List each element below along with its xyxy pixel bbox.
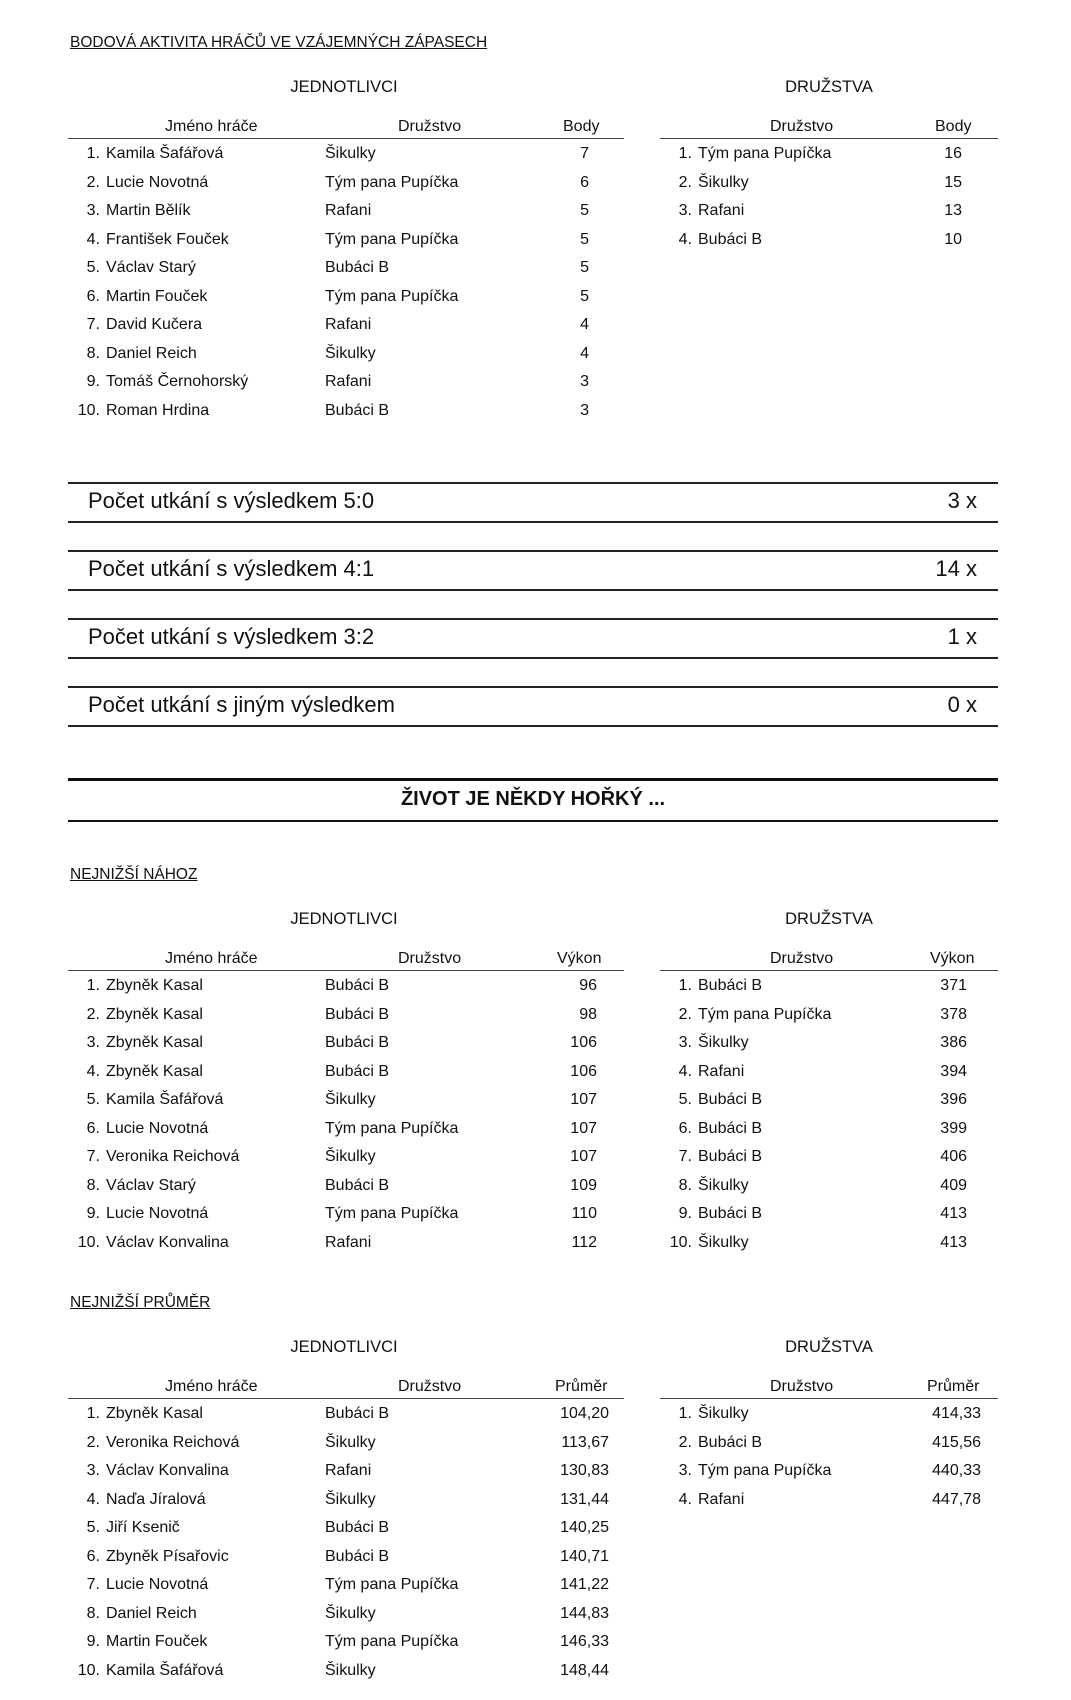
indiv-title-nahoz: JEDNOTLIVCI: [290, 910, 398, 928]
value: 7: [580, 145, 589, 162]
result-rule-top: [68, 550, 998, 552]
team-name: Rafani: [325, 316, 372, 333]
indiv-header-team: Družstvo: [398, 118, 462, 135]
rank: 7.: [86, 1576, 100, 1593]
team-name: Bubáci B: [325, 1547, 390, 1565]
team-header-team: Družstvo: [770, 118, 834, 135]
value: 3: [580, 401, 589, 419]
player-name: Tomáš Černohorský: [106, 373, 249, 390]
team-name: Tým pana Pupíčka: [325, 1205, 459, 1222]
value: 447,78: [932, 1490, 981, 1508]
table-rule: [68, 970, 624, 971]
result-count: 3 x: [947, 488, 977, 513]
rank: 8.: [678, 1176, 692, 1194]
result-rule-bottom: [68, 725, 998, 727]
team-name: Rafani: [325, 373, 372, 390]
rank: 3.: [678, 1034, 692, 1051]
result-label: Počet utkání s jiným výsledkem: [88, 692, 395, 717]
team-title-nahoz: DRUŽSTVA: [785, 910, 873, 928]
team-name: Tým pana Pupíčka: [698, 145, 832, 162]
indiv-header-team: Družstvo: [398, 1378, 462, 1395]
rank: 2.: [678, 1433, 692, 1451]
value: 110: [571, 1205, 597, 1222]
table-rule: [68, 138, 624, 139]
section-title-nahoz: NEJNIŽŠÍ NÁHOZ: [70, 866, 198, 883]
player-name: Naďa Jíralová: [106, 1490, 206, 1508]
team-name: Bubáci B: [325, 1176, 390, 1194]
team-name: Šikulky: [325, 1433, 376, 1451]
value: 130,83: [560, 1462, 609, 1479]
rank: 2.: [86, 1433, 100, 1451]
table-row: [0, 1229, 1071, 1257]
result-label: Počet utkání s výsledkem 5:0: [88, 488, 375, 513]
section-title-bodova: BODOVÁ AKTIVITA HRÁČŮ VE VZÁJEMNÝCH ZÁPASECH: [70, 34, 488, 51]
player-name: Lucie Novotná: [106, 1576, 209, 1593]
team-name: Tým pana Pupíčka: [325, 1633, 459, 1650]
value: 112: [571, 1233, 597, 1251]
value: 5: [580, 259, 589, 276]
rank: 1.: [86, 1405, 100, 1422]
table-rule: [68, 1398, 624, 1399]
team-header-value: Průměr: [927, 1378, 980, 1395]
team-name: Bubáci B: [325, 1005, 390, 1023]
table-row: [0, 1029, 1071, 1057]
result-rule-top: [68, 482, 998, 484]
player-name: Václav Konvalina: [106, 1462, 229, 1479]
result-rule-top: [68, 686, 998, 688]
player-name: Zbyněk Kasal: [106, 1034, 203, 1051]
value: 4: [580, 344, 589, 362]
indiv-title-prumer: JEDNOTLIVCI: [290, 1338, 398, 1356]
value: 394: [940, 1062, 967, 1080]
value: 113,67: [561, 1433, 609, 1451]
value: 5: [580, 230, 589, 248]
value: 107: [570, 1148, 597, 1165]
banner-rule-bottom: [68, 820, 998, 822]
player-name: Zbyněk Písařovic: [106, 1547, 229, 1565]
indiv-header-value: Průměr: [555, 1378, 608, 1395]
value: 409: [940, 1176, 967, 1194]
team-name: Bubáci B: [698, 1091, 763, 1108]
value: 5: [580, 202, 589, 219]
rank: 1.: [678, 977, 692, 994]
value: 106: [570, 1062, 597, 1080]
rank: 2.: [86, 173, 100, 191]
player-name: Martin Bělík: [106, 202, 191, 219]
indiv-header-team: Družstvo: [398, 950, 462, 967]
value: 3: [580, 373, 589, 390]
rank: 10.: [77, 1661, 100, 1679]
table-row: [0, 340, 1071, 368]
player-name: David Kučera: [106, 316, 203, 333]
team-name: Bubáci B: [325, 1405, 390, 1422]
value: 15: [944, 173, 962, 191]
value: 5: [580, 287, 589, 305]
rank: 2.: [678, 173, 692, 191]
player-name: Kamila Šafářová: [106, 145, 224, 162]
rank: 2.: [678, 1005, 692, 1023]
table-row: [0, 1058, 1071, 1086]
table-row: [0, 283, 1071, 311]
player-name: Veronika Reichová: [106, 1433, 240, 1451]
table-row: [0, 1657, 1071, 1685]
rank: 5.: [678, 1091, 692, 1108]
team-name: Rafani: [698, 1062, 745, 1080]
value: 148,44: [560, 1661, 609, 1679]
table-row: [0, 1001, 1071, 1029]
rank: 6.: [86, 1119, 100, 1137]
table-row: [0, 1514, 1071, 1542]
table-row: [0, 1143, 1071, 1171]
rank: 9.: [678, 1205, 692, 1222]
player-name: Lucie Novotná: [106, 1119, 209, 1137]
rank: 5.: [86, 1519, 100, 1536]
value: 386: [940, 1034, 967, 1051]
banner-rule-top: [68, 778, 998, 781]
indiv-header-name: Jméno hráče: [165, 1378, 258, 1395]
result-label: Počet utkání s výsledkem 3:2: [88, 624, 375, 649]
table-row: [0, 140, 1071, 168]
value: 109: [570, 1176, 597, 1194]
team-name: Šikulky: [698, 1233, 749, 1251]
team-name: Šikulky: [325, 344, 376, 362]
value: 98: [579, 1005, 597, 1023]
value: 13: [944, 202, 962, 219]
table-rule: [660, 970, 998, 971]
result-count: 0 x: [947, 692, 977, 717]
player-name: Kamila Šafářová: [106, 1091, 224, 1108]
value: 106: [570, 1034, 597, 1051]
value: 415,56: [932, 1433, 981, 1451]
player-name: Jiří Ksenič: [106, 1519, 180, 1536]
player-name: Daniel Reich: [106, 344, 197, 362]
team-name: Rafani: [325, 1462, 372, 1479]
team-name: Rafani: [325, 1233, 372, 1251]
value: 413: [940, 1233, 967, 1251]
value: 440,33: [932, 1462, 981, 1479]
rank: 1.: [678, 145, 692, 162]
team-name: Tým pana Pupíčka: [325, 1119, 459, 1137]
value: 414,33: [932, 1405, 981, 1422]
player-name: Zbyněk Kasal: [106, 1405, 203, 1422]
value: 16: [944, 145, 962, 162]
rank: 4.: [678, 230, 692, 248]
table-row: [0, 1429, 1071, 1457]
value: 399: [940, 1119, 967, 1137]
rank: 3.: [678, 1462, 692, 1479]
team-name: Šikulky: [698, 1405, 749, 1422]
player-name: Martin Fouček: [106, 287, 208, 305]
rank: 10.: [669, 1233, 692, 1251]
rank: 10.: [77, 401, 100, 419]
team-name: Tým pana Pupíčka: [325, 287, 459, 305]
indiv-header-value: Body: [563, 118, 600, 135]
value: 6: [580, 173, 589, 191]
value: 371: [940, 977, 967, 994]
team-title-bodova: DRUŽSTVA: [785, 78, 873, 96]
rank: 9.: [86, 373, 100, 390]
team-name: Šikulky: [325, 1091, 376, 1108]
team-name: Bubáci B: [325, 977, 390, 994]
rank: 7.: [678, 1148, 692, 1165]
rank: 4.: [678, 1062, 692, 1080]
player-name: Martin Fouček: [106, 1633, 208, 1650]
value: 104,20: [560, 1405, 609, 1422]
team-name: Tým pana Pupíčka: [325, 230, 459, 248]
team-name: Bubáci B: [698, 1433, 763, 1451]
team-name: Bubáci B: [698, 1148, 763, 1165]
player-name: Zbyněk Kasal: [106, 1005, 203, 1023]
rank: 3.: [86, 202, 100, 219]
banner-title: ŽIVOT JE NĚKDY HOŘKÝ ...: [400, 788, 666, 810]
team-name: Šikulky: [325, 1661, 376, 1679]
table-row: [0, 1086, 1071, 1114]
value: 107: [570, 1091, 597, 1108]
table-row: [0, 226, 1071, 254]
table-row: [0, 1486, 1071, 1514]
team-name: Bubáci B: [325, 1062, 390, 1080]
result-rule-bottom: [68, 657, 998, 659]
team-name: Rafani: [698, 202, 745, 219]
team-name: Šikulky: [325, 1604, 376, 1622]
player-name: Lucie Novotná: [106, 173, 209, 191]
team-name: Šikulky: [325, 1148, 376, 1165]
rank: 8.: [86, 1604, 100, 1622]
rank: 6.: [86, 287, 100, 305]
rank: 1.: [86, 977, 100, 994]
rank: 7.: [86, 316, 100, 333]
value: 141,22: [560, 1576, 609, 1593]
table-rule: [660, 138, 998, 139]
table-row: [0, 1600, 1071, 1628]
team-name: Šikulky: [698, 1034, 749, 1051]
table-row: [0, 1457, 1071, 1485]
player-name: Václav Starý: [106, 259, 196, 276]
team-name: Bubáci B: [698, 1205, 763, 1222]
value: 140,25: [560, 1519, 609, 1536]
indiv-header-name: Jméno hráče: [165, 950, 258, 967]
rank: 1.: [678, 1405, 692, 1422]
team-name: Šikulky: [325, 1490, 376, 1508]
value: 144,83: [560, 1604, 609, 1622]
player-name: Kamila Šafářová: [106, 1661, 224, 1679]
rank: 6.: [678, 1119, 692, 1137]
rank: 8.: [86, 344, 100, 362]
section-title-prumer: NEJNIŽŠÍ PRŮMĚR: [70, 1294, 211, 1311]
team-name: Bubáci B: [325, 1034, 390, 1051]
player-name: Zbyněk Kasal: [106, 1062, 203, 1080]
team-name: Šikulky: [325, 145, 376, 162]
indiv-header-value: Výkon: [557, 950, 602, 967]
table-rule: [660, 1398, 998, 1399]
rank: 2.: [86, 1005, 100, 1023]
table-row: [0, 1628, 1071, 1656]
value: 406: [940, 1148, 967, 1165]
rank: 5.: [86, 1091, 100, 1108]
rank: 3.: [86, 1034, 100, 1051]
team-name: Tým pana Pupíčka: [325, 1576, 459, 1593]
result-rule-bottom: [68, 521, 998, 523]
value: 140,71: [560, 1547, 609, 1565]
rank: 4.: [678, 1490, 692, 1508]
team-name: Bubáci B: [698, 230, 763, 248]
team-name: Šikulky: [698, 173, 749, 191]
value: 131,44: [560, 1490, 609, 1508]
rank: 3.: [86, 1462, 100, 1479]
team-header-value: Výkon: [930, 950, 975, 967]
team-name: Bubáci B: [698, 977, 763, 994]
team-name: Šikulky: [698, 1176, 749, 1194]
table-row: [0, 197, 1071, 225]
team-name: Rafani: [698, 1490, 745, 1508]
value: 146,33: [560, 1633, 609, 1650]
team-header-team: Družstvo: [770, 950, 834, 967]
team-name: Tým pana Pupíčka: [325, 173, 459, 191]
team-title-prumer: DRUŽSTVA: [785, 1338, 873, 1356]
table-row: [0, 1543, 1071, 1571]
value: 396: [940, 1091, 967, 1108]
table-row: [0, 311, 1071, 339]
rank: 1.: [86, 145, 100, 162]
rank: 9.: [86, 1633, 100, 1650]
rank: 9.: [86, 1205, 100, 1222]
team-name: Bubáci B: [325, 259, 390, 276]
table-row: [0, 1571, 1071, 1599]
indiv-title-bodova: JEDNOTLIVCI: [290, 78, 398, 96]
result-count: 14 x: [935, 556, 977, 581]
player-name: Roman Hrdina: [106, 401, 210, 419]
rank: 6.: [86, 1547, 100, 1565]
table-row: [0, 972, 1071, 1000]
result-rule-bottom: [68, 589, 998, 591]
table-row: [0, 1172, 1071, 1200]
rank: 10.: [77, 1233, 100, 1251]
result-count: 1 x: [947, 624, 977, 649]
rank: 7.: [86, 1148, 100, 1165]
table-row: [0, 254, 1071, 282]
team-name: Rafani: [325, 202, 372, 219]
indiv-header-name: Jméno hráče: [165, 118, 258, 135]
team-name: Tým pana Pupíčka: [698, 1005, 832, 1023]
rank: 4.: [86, 230, 100, 248]
table-row: [0, 169, 1071, 197]
player-name: Lucie Novotná: [106, 1205, 209, 1222]
team-name: Bubáci B: [325, 1519, 390, 1536]
value: 107: [570, 1119, 597, 1137]
table-row: [0, 1400, 1071, 1428]
rank: 4.: [86, 1062, 100, 1080]
player-name: Václav Starý: [106, 1176, 196, 1194]
table-row: [0, 1115, 1071, 1143]
player-name: Václav Konvalina: [106, 1233, 229, 1251]
team-name: Tým pana Pupíčka: [698, 1462, 832, 1479]
rank: 5.: [86, 259, 100, 276]
result-label: Počet utkání s výsledkem 4:1: [88, 556, 375, 581]
value: 10: [944, 230, 962, 248]
player-name: František Fouček: [106, 230, 229, 248]
result-rule-top: [68, 618, 998, 620]
team-name: Bubáci B: [698, 1119, 763, 1137]
rank: 8.: [86, 1176, 100, 1194]
rank: 4.: [86, 1490, 100, 1508]
value: 4: [580, 316, 589, 333]
value: 96: [579, 977, 597, 994]
player-name: Zbyněk Kasal: [106, 977, 203, 994]
team-header-team: Družstvo: [770, 1378, 834, 1395]
team-name: Bubáci B: [325, 401, 390, 419]
table-row: [0, 1200, 1071, 1228]
team-header-value: Body: [935, 118, 972, 135]
table-row: [0, 397, 1071, 425]
value: 413: [940, 1205, 967, 1222]
player-name: Veronika Reichová: [106, 1148, 240, 1165]
table-row: [0, 368, 1071, 396]
value: 378: [940, 1005, 967, 1023]
rank: 3.: [678, 202, 692, 219]
player-name: Daniel Reich: [106, 1604, 197, 1622]
